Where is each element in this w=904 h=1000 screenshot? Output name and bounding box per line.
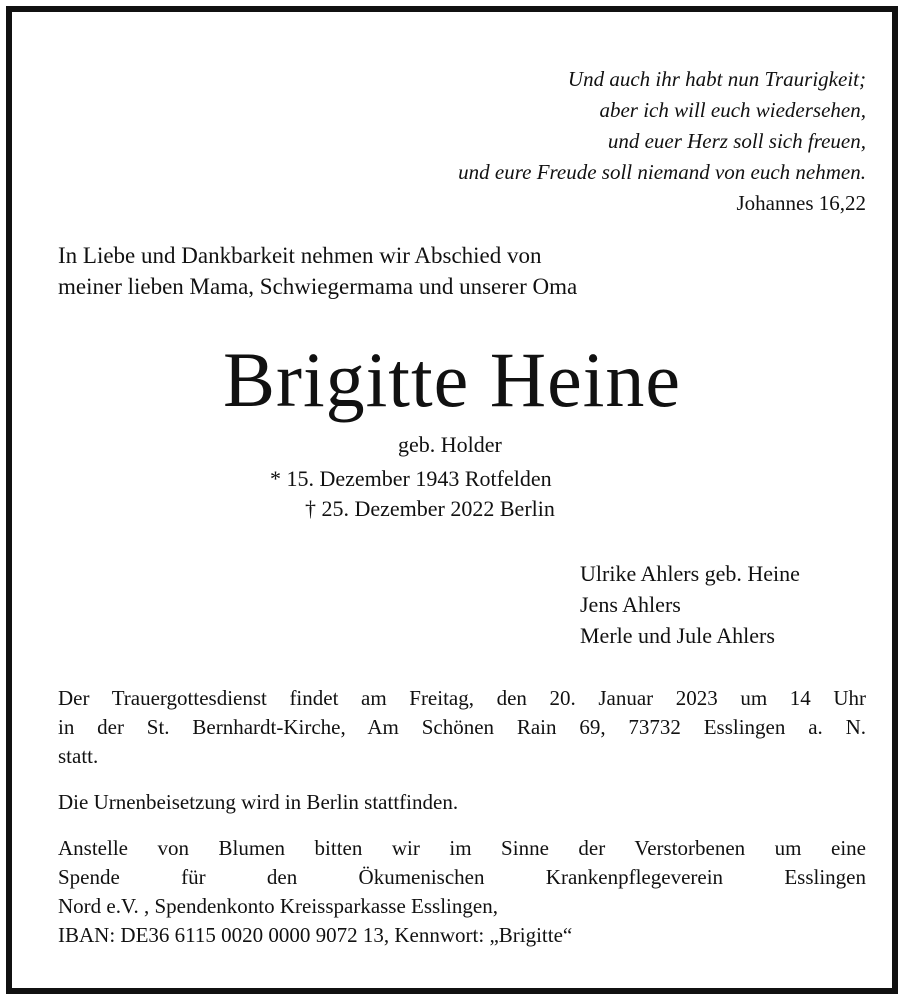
donation-line: Spende für den Ökumenischen Krankenpflegeverein Esslingen: [58, 865, 866, 889]
service-line: Der Trauergottesdienst findet am Freitag, den 20. Januar 2023 um 14 Uhr: [58, 686, 866, 710]
quote-line: aber ich will euch wiedersehen,: [599, 98, 866, 122]
urn-burial-info: Die Urnenbeisetzung wird in Berlin stattfinden.: [58, 790, 459, 814]
birth-date: * 15. Dezember 1943 Rotfelden: [270, 466, 552, 491]
donation-line: Nord e.V. , Spendenkonto Kreissparkasse Esslingen,: [58, 894, 498, 918]
deceased-name: Brigitte Heine: [222, 336, 682, 423]
quote-line: Und auch ihr habt nun Traurigkeit;: [567, 67, 866, 91]
service-line: statt.: [58, 744, 99, 768]
intro-text: [58, 240, 577, 302]
bible-quote: [458, 64, 866, 219]
mourner-name: Merle und Jule Ahlers: [580, 623, 775, 648]
mourner-name: Ulrike Ahlers geb. Heine: [580, 561, 800, 586]
mourners-list: [580, 558, 800, 651]
maiden-name: geb. Holder: [398, 432, 502, 457]
intro-line: meiner lieben Mama, Schwiegermama und unserer Oma: [58, 274, 578, 299]
donation-info: [58, 834, 866, 950]
intro-line: In Liebe und Dankbarkeit nehmen wir Abschied von: [58, 243, 542, 268]
service-line: in der St. Bernhardt-Kirche, Am Schönen Rain 69, 73732 Esslingen a. N.: [58, 715, 866, 739]
death-date: † 25. Dezember 2022 Berlin: [305, 496, 555, 521]
donation-line: IBAN: DE36 6115 0020 0000 9072 13, Kennwort: „Brigitte“: [58, 923, 573, 947]
quote-reference: Johannes 16,22: [736, 191, 866, 215]
quote-line: und euer Herz soll sich freuen,: [607, 129, 866, 153]
quote-line: und eure Freude soll niemand von euch nehmen.: [458, 160, 866, 184]
donation-line: Anstelle von Blumen bitten wir im Sinne der Verstorbenen um eine: [58, 836, 866, 860]
obituary-frame: [6, 6, 898, 994]
mourner-name: Jens Ahlers: [580, 592, 681, 617]
funeral-service-info: [58, 684, 866, 771]
